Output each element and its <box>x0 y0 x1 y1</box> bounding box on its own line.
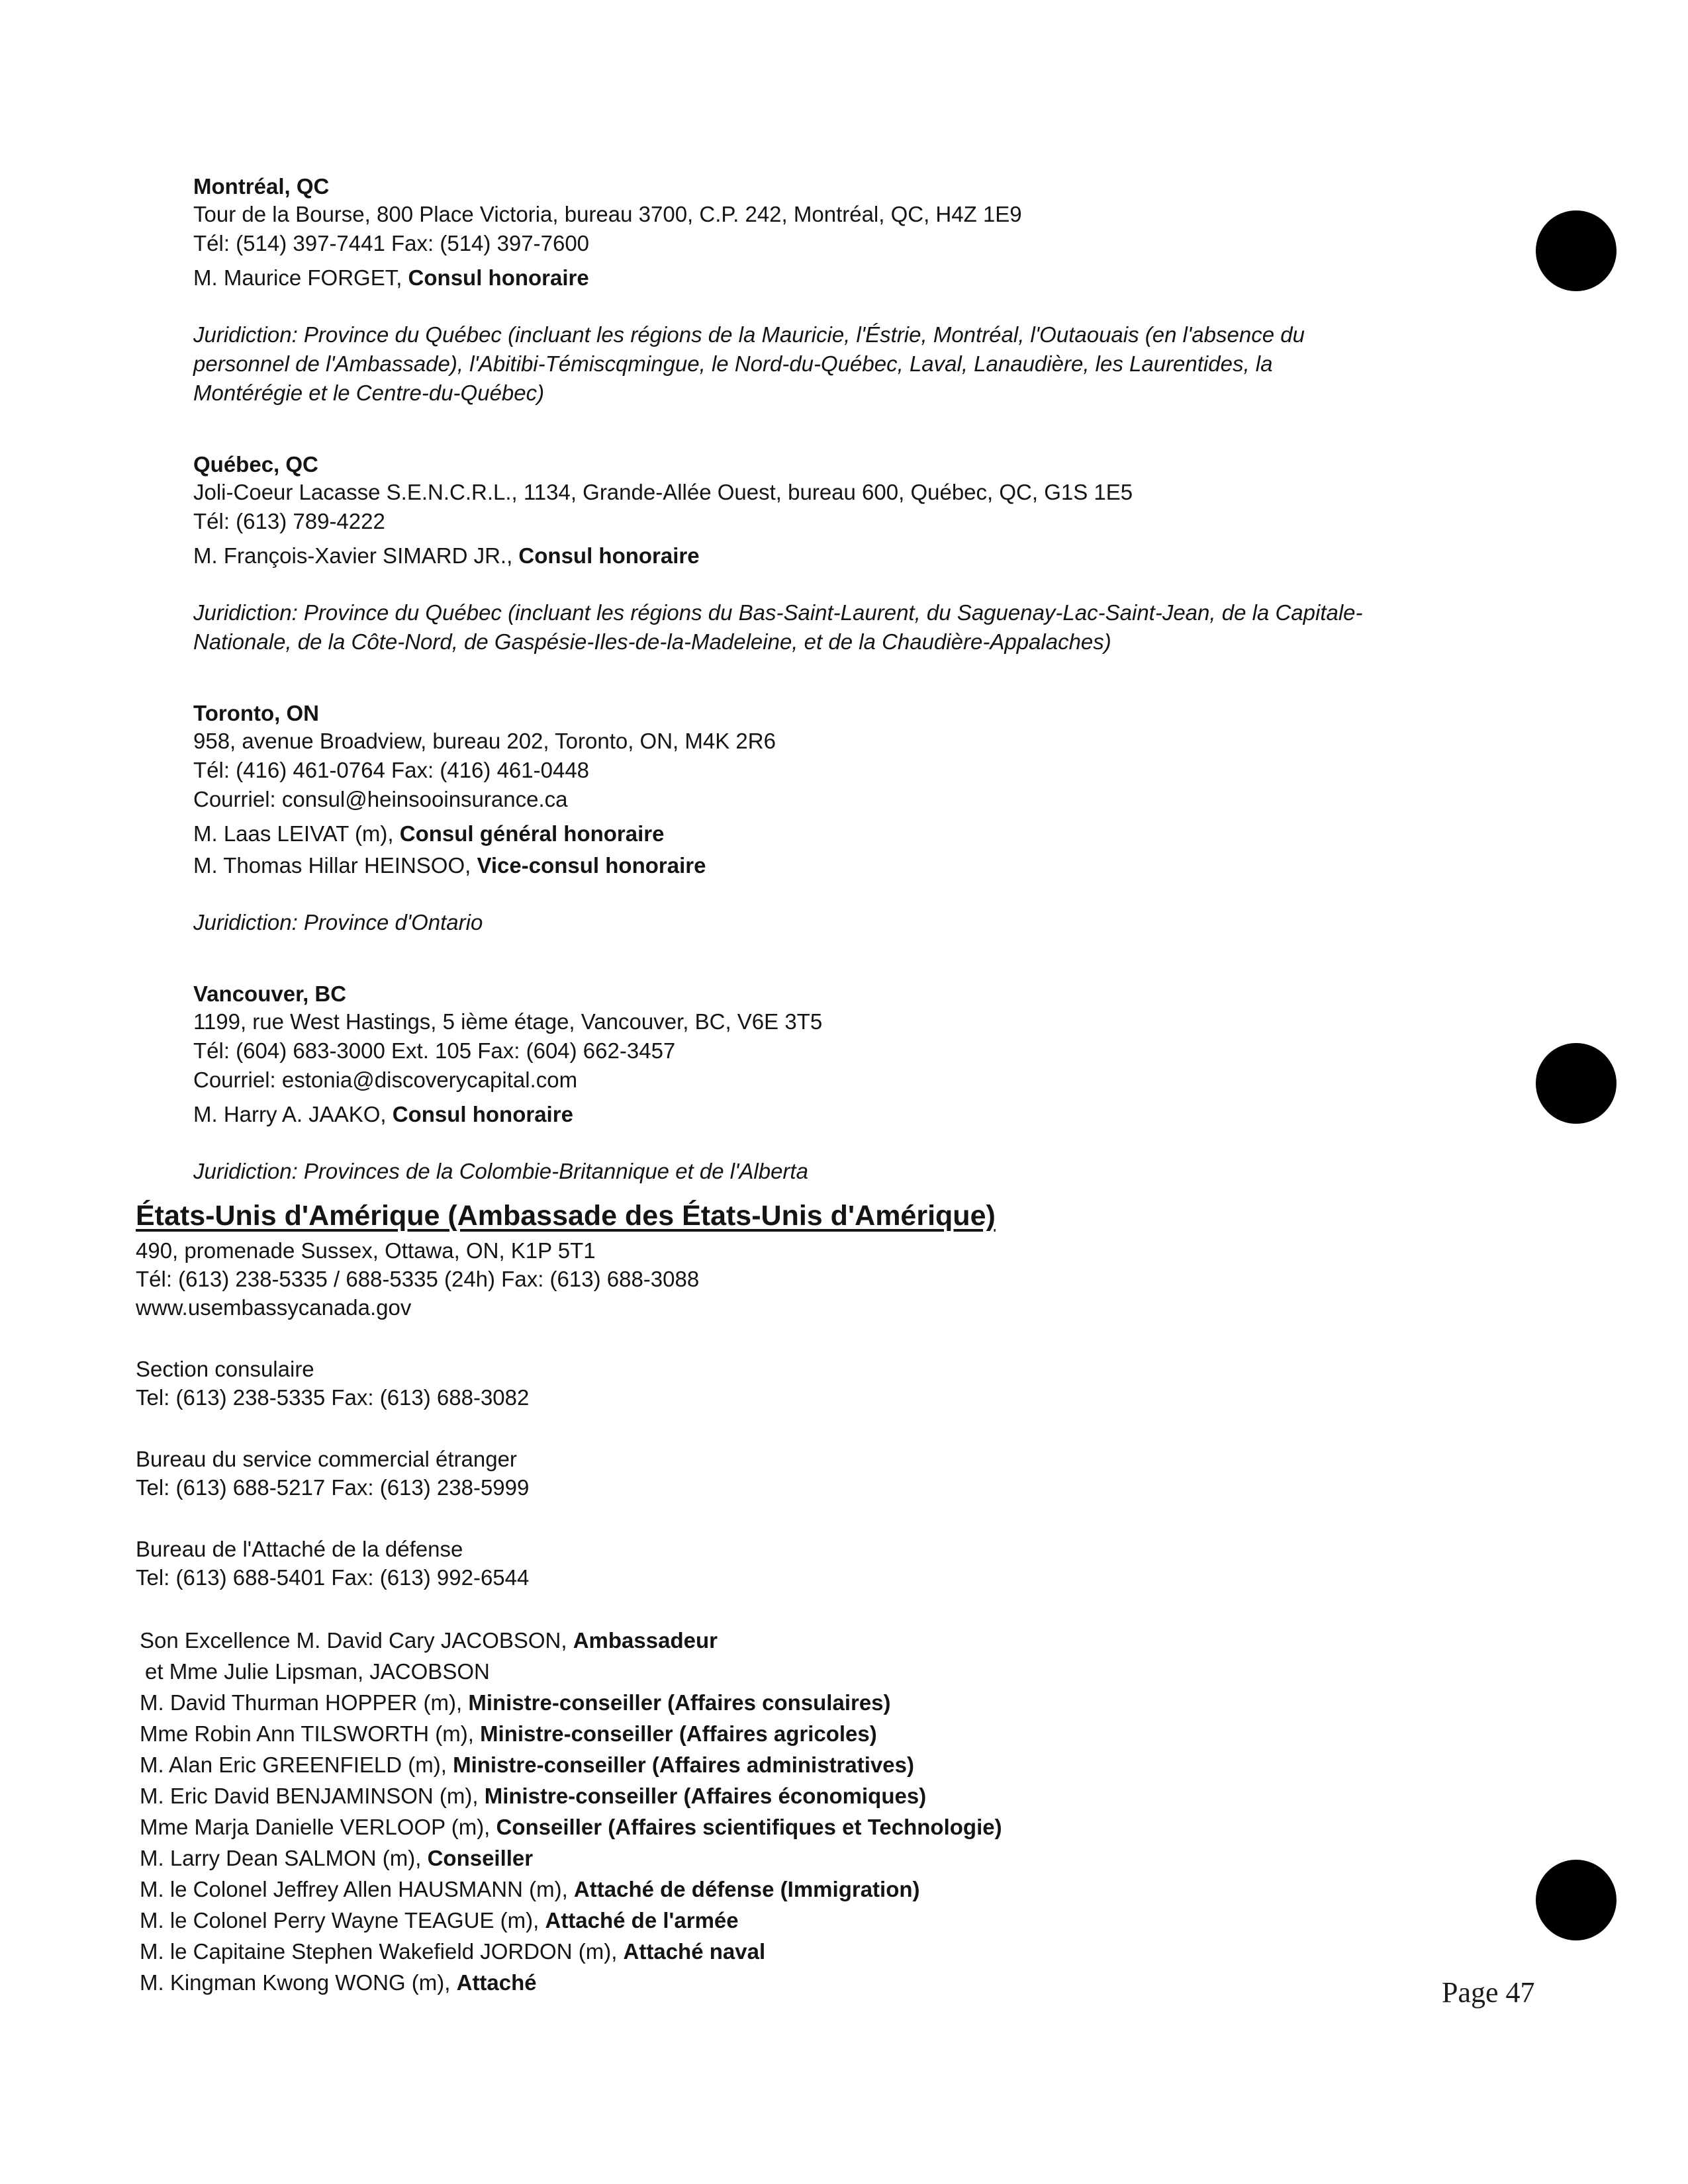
consulate-city: Toronto, ON <box>193 701 320 725</box>
department-entry <box>136 1355 1460 1412</box>
person-name: Son Excellence M. David Cary JACOBSON, <box>140 1628 573 1653</box>
staff-role: Conseiller <box>427 1846 534 1870</box>
staff-name: M. le Colonel Jeffrey Allen HAUSMANN (m), <box>140 1877 574 1901</box>
staff-role: Attaché de défense (Immigration) <box>573 1877 920 1901</box>
binder-hole-middle <box>1536 1043 1617 1124</box>
official-role: Vice-consul honoraire <box>477 853 706 878</box>
official-name: M. Maurice FORGET, <box>193 265 408 290</box>
staff-role: Ministre-conseiller (Affaires consulaires) <box>468 1690 891 1715</box>
official-role: Consul honoraire <box>518 543 700 568</box>
consulate-entry <box>193 173 1517 408</box>
consulate-officials <box>193 1099 1517 1130</box>
consulate-city: Vancouver, BC <box>193 981 347 1006</box>
staff-name: M. David Thurman HOPPER (m), <box>140 1690 469 1715</box>
jurisdiction-note <box>193 1157 1517 1186</box>
department-title: Section consulaire <box>136 1357 314 1381</box>
jurisdiction-note <box>193 908 1517 937</box>
consulate-contact-line: Courriel: consul@heinsooinsurance.ca <box>193 787 568 811</box>
staff-role: Conseiller (Affaires scientifiques et Technologie) <box>496 1815 1002 1839</box>
staff-name: M. Alan Eric GREENFIELD (m), <box>140 1752 453 1777</box>
ambassador-spouse: et Mme Julie Lipsman, JACOBSON <box>145 1659 490 1684</box>
department-contact: Tel: (613) 238-5335 Fax: (613) 688-3082 <box>136 1385 530 1410</box>
consulate-contact-line: Joli-Coeur Lacasse S.E.N.C.R.L., 1134, Grande-Allée Ouest, bureau 600, Québec, QC, G1S 1E5 <box>193 480 1133 504</box>
address-line: 490, promenade Sussex, Ottawa, ON, K1P 5T1 <box>136 1238 596 1263</box>
jurisdiction-line: personnel de l'Ambassade), l'Abitibi-Témiscqmingue, le Nord-du-Québec, Laval, Lanaudière, les Laurentides, la <box>193 351 1273 376</box>
staff-name: M. Larry Dean SALMON (m), <box>140 1846 428 1870</box>
official-entry <box>193 262 1517 294</box>
official-name: M. Harry A. JAAKO, <box>193 1102 393 1126</box>
staff-role: Attaché de l'armée <box>545 1908 739 1933</box>
ambassador-entry <box>140 1625 1460 1656</box>
staff-entry <box>140 1811 1460 1843</box>
staff-name: Mme Marja Danielle VERLOOP (m), <box>140 1815 496 1839</box>
consulate-list <box>193 173 1517 1186</box>
official-role: Consul honoraire <box>392 1102 573 1126</box>
staff-role: Ministre-conseiller (Affaires agricoles) <box>480 1721 877 1746</box>
phone-line: Tél: (613) 238-5335 / 688-5335 (24h) Fax: (613) 688-3088 <box>136 1267 700 1291</box>
department-entry <box>136 1445 1460 1502</box>
staff-entry <box>140 1749 1460 1780</box>
consulate-contact-line: 958, avenue Broadview, bureau 202, Toronto, ON, M4K 2R6 <box>193 729 776 753</box>
staff-list <box>140 1687 1460 1998</box>
jurisdiction-line: Montérégie et le Centre-du-Québec) <box>193 381 545 405</box>
staff-role: Ministre-conseiller (Affaires économiques) <box>484 1784 927 1808</box>
official-entry <box>193 540 1517 572</box>
staff-name: M. le Colonel Perry Wayne TEAGUE (m), <box>140 1908 545 1933</box>
consulate-officials <box>193 818 1517 882</box>
staff-entry <box>140 1967 1460 1998</box>
staff-role: Ministre-conseiller (Affaires administratives) <box>453 1752 914 1777</box>
consulate-contact-line: Tél: (416) 461-0764 Fax: (416) 461-0448 <box>193 758 590 782</box>
us-embassy-staff <box>140 1625 1460 1998</box>
jurisdiction-line: Juridiction: Province du Québec (incluant les régions de la Mauricie, l'Éstrie, Montréal, l'Outaouais (en l'absence du <box>193 322 1305 347</box>
staff-name: M. Kingman Kwong WONG (m), <box>140 1970 457 1995</box>
binder-hole-top <box>1536 210 1617 291</box>
staff-name: Mme Robin Ann TILSWORTH (m), <box>140 1721 481 1746</box>
official-name: M. François-Xavier SIMARD JR., <box>193 543 519 568</box>
us-embassy-address <box>136 1236 1460 1322</box>
consulate-entry <box>193 700 1517 937</box>
consulate-city: Québec, QC <box>193 452 318 477</box>
staff-entry <box>140 1687 1460 1718</box>
staff-entry <box>140 1780 1460 1811</box>
consulate-entry <box>193 451 1517 657</box>
department-contact: Tel: (613) 688-5217 Fax: (613) 238-5999 <box>136 1475 530 1500</box>
department-title: Bureau de l'Attaché de la défense <box>136 1537 463 1561</box>
department-contact: Tel: (613) 688-5401 Fax: (613) 992-6544 <box>136 1565 530 1590</box>
us-embassy-heading: États-Unis d'Amérique (Ambassade des États-Unis d'Amérique) <box>136 1200 996 1232</box>
official-name: M. Laas LEIVAT (m), <box>193 821 400 846</box>
official-entry <box>193 1099 1517 1130</box>
jurisdiction-note <box>193 598 1517 657</box>
staff-entry <box>140 1905 1460 1936</box>
consulate-contact-line: Tél: (604) 683-3000 Ext. 105 Fax: (604) 662-3457 <box>193 1038 676 1063</box>
consulate-contact-line: 1199, rue West Hastings, 5 ième étage, Vancouver, BC, V6E 3T5 <box>193 1009 823 1034</box>
jurisdiction-line: Nationale, de la Côte-Nord, de Gaspésie-Iles-de-la-Madeleine, et de la Chaudière-Appalaches) <box>193 629 1111 654</box>
consulate-officials <box>193 262 1517 294</box>
department-title: Bureau du service commercial étranger <box>136 1447 517 1471</box>
staff-role: Attaché naval <box>623 1939 766 1964</box>
binder-hole-bottom <box>1536 1860 1617 1940</box>
official-entry <box>193 818 1517 850</box>
consulate-contact-line: Tél: (613) 789-4222 <box>193 509 385 533</box>
jurisdiction-line: Juridiction: Provinces de la Colombie-Britannique et de l'Alberta <box>193 1159 808 1183</box>
consulate-contact-line: Tél: (514) 397-7441 Fax: (514) 397-7600 <box>193 231 590 255</box>
department-entry <box>136 1535 1460 1592</box>
consulate-city: Montréal, QC <box>193 174 330 199</box>
staff-entry <box>140 1874 1460 1905</box>
jurisdiction-note <box>193 320 1517 408</box>
jurisdiction-line: Juridiction: Province d'Ontario <box>193 910 483 934</box>
staff-name: M. Eric David BENJAMINSON (m), <box>140 1784 485 1808</box>
person-role: Ambassadeur <box>573 1628 718 1653</box>
consulate-contact-line: Courriel: estonia@discoverycapital.com <box>193 1068 578 1092</box>
official-role: Consul général honoraire <box>399 821 665 846</box>
official-role: Consul honoraire <box>408 265 589 290</box>
staff-entry <box>140 1936 1460 1967</box>
staff-entry <box>140 1718 1460 1749</box>
consulate-entry <box>193 981 1517 1186</box>
official-entry <box>193 850 1517 882</box>
staff-name: M. le Capitaine Stephen Wakefield JORDON (m), <box>140 1939 624 1964</box>
consulate-contact-line: Tour de la Bourse, 800 Place Victoria, bureau 3700, C.P. 242, Montréal, QC, H4Z 1E9 <box>193 202 1022 226</box>
website-line: www.usembassycanada.gov <box>136 1295 412 1320</box>
staff-role: Attaché <box>456 1970 537 1995</box>
official-name: M. Thomas Hillar HEINSOO, <box>193 853 477 878</box>
page-number: Page 47 <box>1442 1976 1535 2009</box>
consulate-officials <box>193 540 1517 572</box>
us-embassy-section <box>136 1198 1460 1998</box>
staff-entry <box>140 1843 1460 1874</box>
us-embassy-departments <box>136 1355 1460 1592</box>
jurisdiction-line: Juridiction: Province du Québec (incluant les régions du Bas-Saint-Laurent, du Saguenay-Lac-Saint-Jean, de la Capitale- <box>193 600 1363 625</box>
